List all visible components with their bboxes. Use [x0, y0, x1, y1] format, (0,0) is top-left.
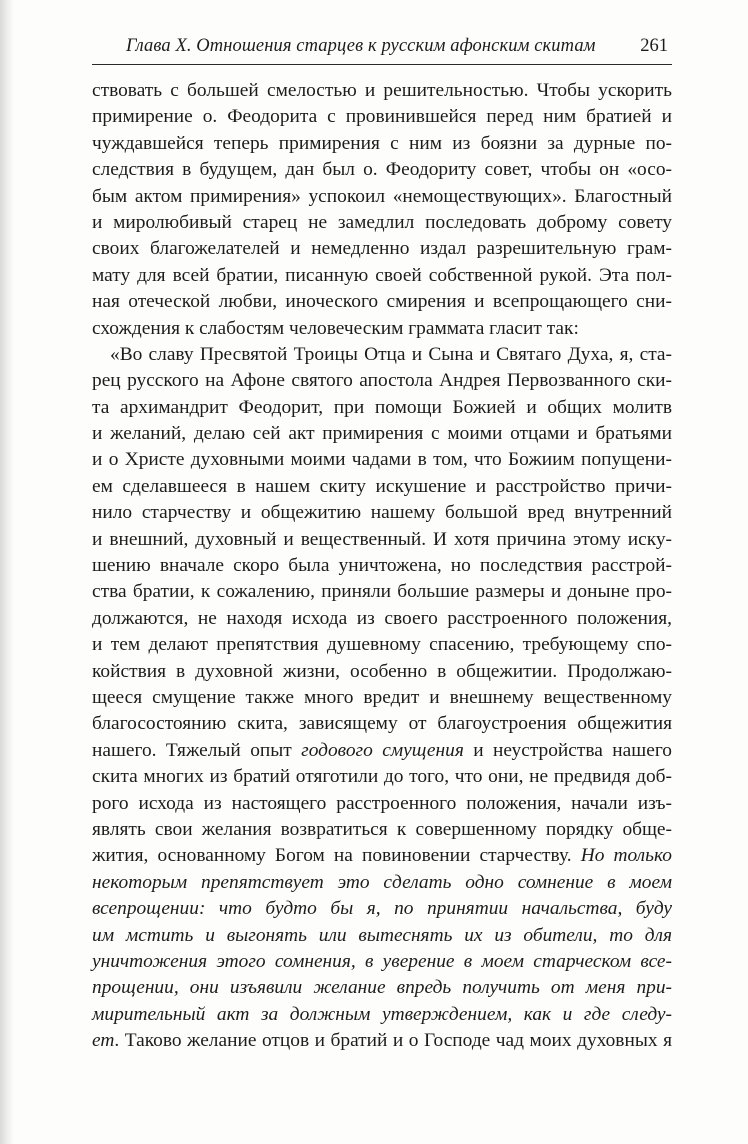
text-segment: и миролюбивый старец не замедлил последовать доброму совету	[92, 211, 672, 233]
page-header	[92, 34, 672, 64]
text-segment: нило старчеству и общежитию нашему большой вред внутренний	[92, 502, 672, 524]
text-segment: ствовать с большей смелостью и решительностью. Чтобы ускорить	[92, 80, 672, 101]
text-line	[92, 78, 672, 104]
text-line	[92, 870, 672, 896]
text-line	[92, 236, 672, 262]
text-line	[92, 316, 672, 342]
text-line	[92, 711, 672, 737]
text-segment: благосостоянию скита, зависящему от благоустроения общежития	[92, 713, 672, 735]
text-line	[92, 527, 672, 553]
italic-text: некоторым препятствует это сделать одно сомнение в моем	[92, 871, 672, 893]
scan-shadow-edge	[0, 0, 14, 1144]
text-segment: и тем делают препятствия душевному спасению, требующему спо-	[92, 634, 672, 656]
text-line	[92, 184, 672, 210]
text-line	[92, 395, 672, 421]
text-segment: и внешний, духовный и вещественный. И хотя причина этому иску-	[92, 528, 672, 550]
text-line	[92, 579, 672, 605]
italic-text: уничтожения этого сомнения, в уверение в моем старческом все-	[92, 950, 672, 972]
text-line	[92, 685, 672, 711]
text-line	[92, 975, 672, 1001]
text-segment: шению вначале скоро была уничтожена, но последствия расстрой-	[92, 555, 672, 577]
text-segment: следствия в будущем, дан был о. Феодориту совет, чтобы он «осо-	[92, 159, 672, 181]
text-segment: ная отеческой любви, иноческого смирения и всепрощающего сни-	[92, 291, 672, 313]
text-line	[92, 764, 672, 790]
italic-text: всепрощении: что будто бы я, по принятии начальства, буду	[92, 898, 672, 920]
header-rule	[92, 64, 672, 65]
text-segment: своих благожелателей и немедленно издал разрешительную грам-	[92, 238, 672, 260]
italic-text: им мстить и выгонять или вытеснять их из обители, то для	[92, 924, 672, 946]
text-line	[92, 791, 672, 817]
page-number: 261	[640, 36, 668, 56]
text-segment: являть свои желания возвратиться к совершенному порядку обще-	[92, 818, 672, 840]
text-line	[92, 817, 672, 843]
text-segment: рого исхода из настоящего расстроенного положения, начали изъ-	[92, 792, 672, 814]
text-line	[92, 606, 672, 632]
text-line	[92, 342, 672, 368]
text-segment: и о Христе духовными моими чадами в том, что Божиим попущени-	[92, 449, 672, 471]
text-line	[92, 1002, 672, 1028]
text-line	[92, 447, 672, 473]
text-segment: «Во славу Пресвятой Троицы Отца и Сына и Святаго Духа, я, ста-	[110, 343, 672, 365]
text-line	[92, 474, 672, 500]
italic-text: мирительный акт за должным утверждением, как и где следу-	[92, 1003, 672, 1025]
text-segment: ства братии, к сожалению, приняли большие размеры и доныне про-	[92, 581, 672, 603]
text-segment: и неустройства нашего	[463, 739, 672, 761]
text-line	[92, 553, 672, 579]
text-line	[92, 1028, 672, 1054]
text-segment: та архимандрит Феодорит, при помощи Божией и общих молитв	[92, 396, 672, 418]
text-segment: . Таково желание отцов и братий и о Господе чад моих духовных я	[114, 1030, 672, 1052]
text-line	[92, 104, 672, 130]
text-segment: схождения к слабостям человеческим граммата гласит так:	[92, 317, 579, 339]
text-line	[92, 263, 672, 289]
text-segment: щееся смущение также много вредит и внешнему вещественному	[92, 686, 672, 708]
italic-text: годового смущения	[301, 739, 464, 761]
italic-text: прощении, они изъявили желание впредь получить от меня при-	[92, 977, 672, 999]
text-segment: мату для всей братии, писанную своей собственной рукой. Эта пол-	[92, 264, 672, 286]
text-line	[92, 289, 672, 315]
text-line	[92, 738, 672, 764]
text-line	[92, 210, 672, 236]
text-segment: нашего. Тяжелый опыт	[92, 739, 302, 761]
running-title: Глава X. Отношения старцев к русским афонским скитам	[126, 36, 596, 56]
text-segment: скита многих из братий отяготили до того, что они, не предвидя доб-	[92, 766, 672, 788]
text-line	[92, 896, 672, 922]
text-line	[92, 923, 672, 949]
text-line	[92, 659, 672, 685]
text-line	[92, 843, 672, 869]
text-line	[92, 949, 672, 975]
text-segment: жития, основанному Богом на повиновении старчеству.	[92, 845, 581, 867]
text-segment: чуждавшейся теперь примирения с ним из боязни за дурные по-	[92, 132, 672, 154]
text-segment: должаются, не находя исхода из своего расстроенного положения,	[92, 607, 672, 629]
text-segment: примирение о. Феодорита с провинившейся перед ним братией и	[92, 106, 672, 128]
text-segment: ем сделавшееся в нашем скиту искушение и расстройство причи-	[92, 475, 672, 497]
italic-text: Но только	[580, 845, 672, 867]
text-line	[92, 368, 672, 394]
body-text	[92, 78, 672, 1054]
text-segment: рец русского на Афоне святого апостола Андрея Первозванного ски-	[92, 370, 672, 392]
text-line	[92, 131, 672, 157]
italic-text: ет	[92, 1030, 115, 1052]
text-line	[92, 421, 672, 447]
text-line	[92, 632, 672, 658]
text-segment: койствия в духовной жизни, особенно в общежитии. Продолжаю-	[92, 660, 672, 682]
text-segment: бым актом примирения» успокоил «немоществующих». Благостный	[92, 185, 672, 207]
text-line	[92, 500, 672, 526]
text-line	[92, 157, 672, 183]
text-segment: и желаний, делаю сей акт примирения с моими отцами и братьями	[92, 423, 672, 445]
